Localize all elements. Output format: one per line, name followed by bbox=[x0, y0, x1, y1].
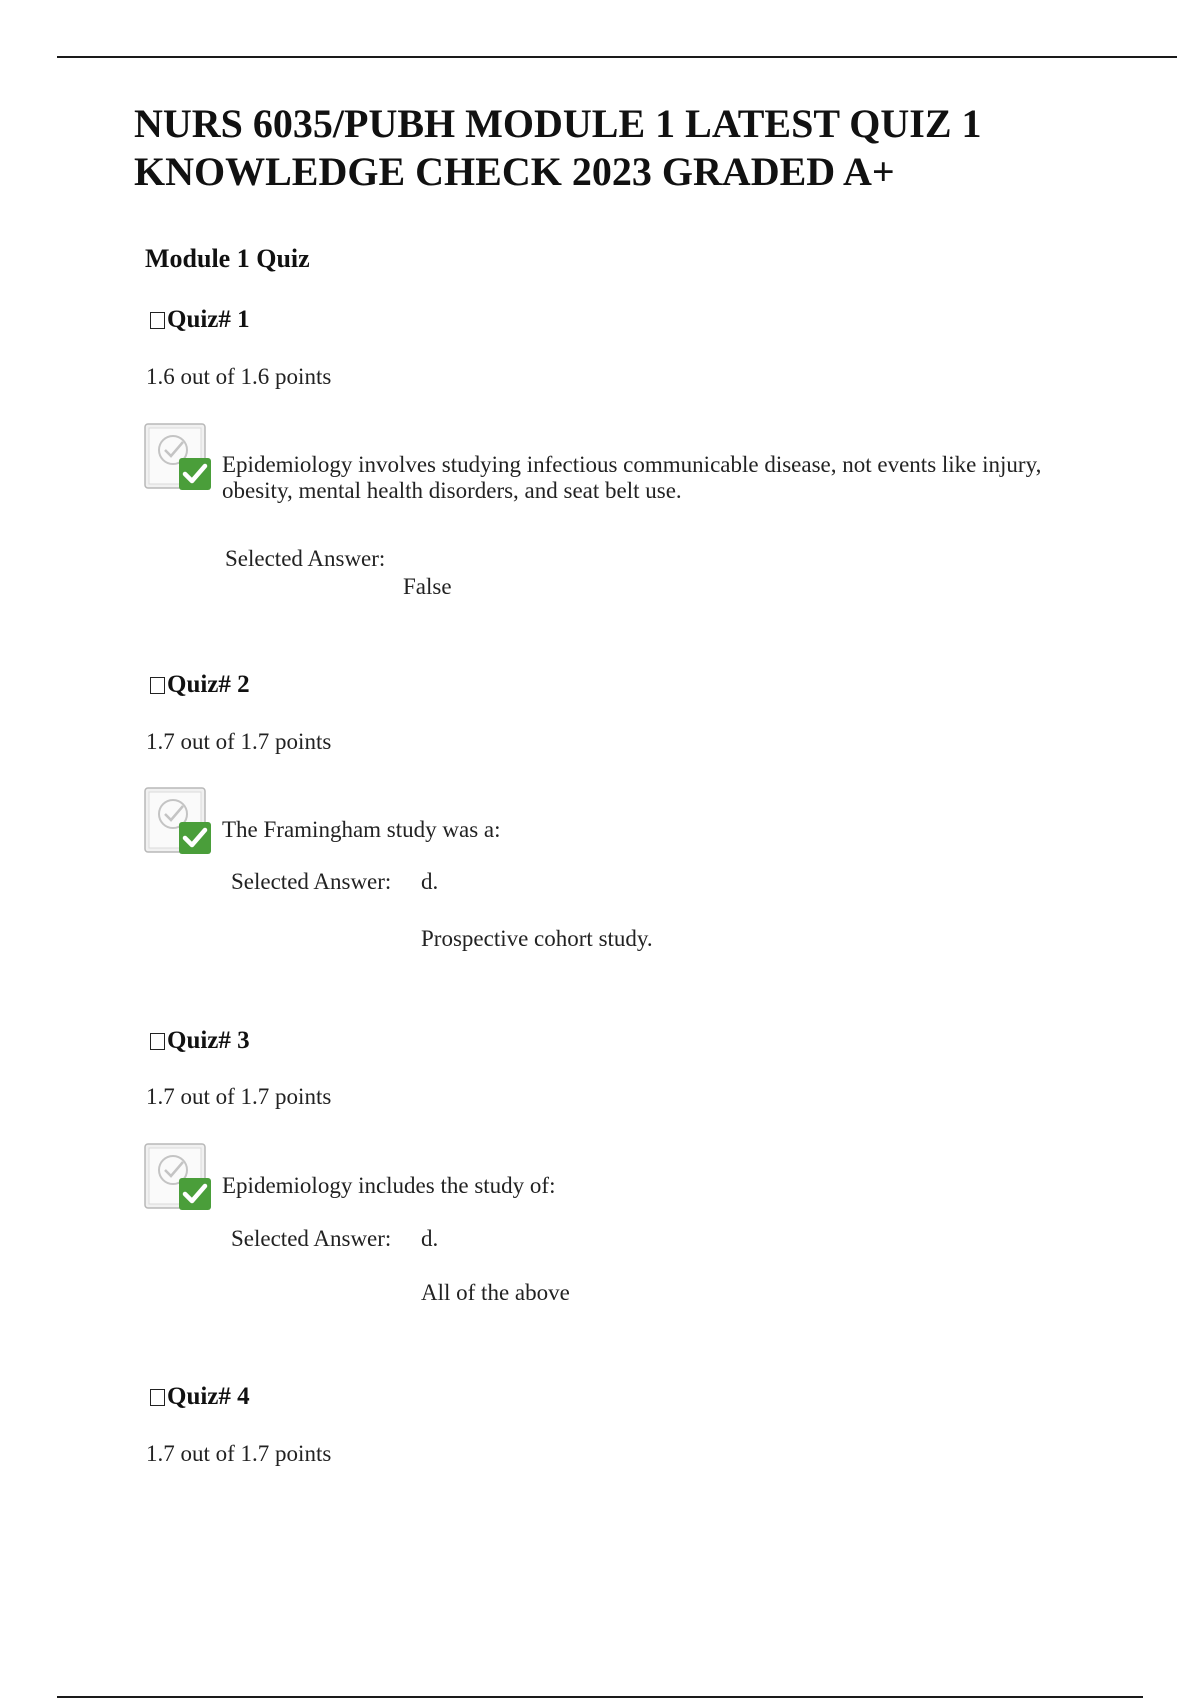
selected-answer-value-1: False bbox=[403, 574, 452, 599]
quiz-heading-label: Quiz# 4 bbox=[167, 1383, 250, 1410]
quiz-heading-label: Quiz# 3 bbox=[167, 1027, 250, 1054]
checkbox-glyph bbox=[150, 312, 165, 329]
question-text-2: The Framingham study was a: bbox=[222, 817, 501, 842]
quiz-heading-3 bbox=[150, 1027, 250, 1055]
top-rule bbox=[57, 56, 1177, 58]
checkbox-glyph bbox=[150, 1033, 165, 1050]
points-4: 1.7 out of 1.7 points bbox=[146, 1441, 332, 1466]
module-heading: Module 1 Quiz bbox=[145, 244, 310, 273]
points-2: 1.7 out of 1.7 points bbox=[146, 729, 332, 754]
quiz-heading-label: Quiz# 1 bbox=[167, 306, 250, 333]
selected-answer-value-2: Prospective cohort study. bbox=[421, 926, 653, 951]
correct-check-icon bbox=[143, 422, 215, 494]
selected-answer-label-3: Selected Answer: bbox=[231, 1226, 392, 1251]
question-text-3: Epidemiology includes the study of: bbox=[222, 1173, 556, 1198]
selected-answer-letter-3: d. bbox=[421, 1226, 439, 1251]
correct-check-icon bbox=[143, 1142, 215, 1214]
title-line-2: KNOWLEDGE CHECK 2023 GRADED A+ bbox=[134, 149, 895, 194]
bottom-rule bbox=[57, 1696, 1143, 1698]
quiz-heading-4 bbox=[150, 1383, 250, 1411]
question-text-1: Epidemiology involves studying infectious communicable disease, not events like injury, obesity, mental health disorders, and seat belt use. bbox=[222, 452, 1042, 503]
title-line-1: NURS 6035/PUBH MODULE 1 LATEST QUIZ 1 bbox=[134, 101, 982, 146]
selected-answer-value-3: All of the above bbox=[421, 1280, 570, 1305]
points-3: 1.7 out of 1.7 points bbox=[146, 1084, 332, 1109]
selected-answer-label-1: Selected Answer: bbox=[225, 546, 386, 571]
points-1: 1.6 out of 1.6 points bbox=[146, 364, 332, 389]
correct-check-icon bbox=[143, 786, 215, 858]
document-title bbox=[134, 100, 1134, 196]
quiz-heading-1 bbox=[150, 306, 250, 334]
selected-answer-label-2: Selected Answer: bbox=[231, 869, 392, 894]
checkbox-glyph bbox=[150, 677, 165, 694]
quiz-heading-2 bbox=[150, 671, 250, 699]
quiz-heading-label: Quiz# 2 bbox=[167, 671, 250, 698]
checkbox-glyph bbox=[150, 1389, 165, 1406]
selected-answer-letter-2: d. bbox=[421, 869, 439, 894]
